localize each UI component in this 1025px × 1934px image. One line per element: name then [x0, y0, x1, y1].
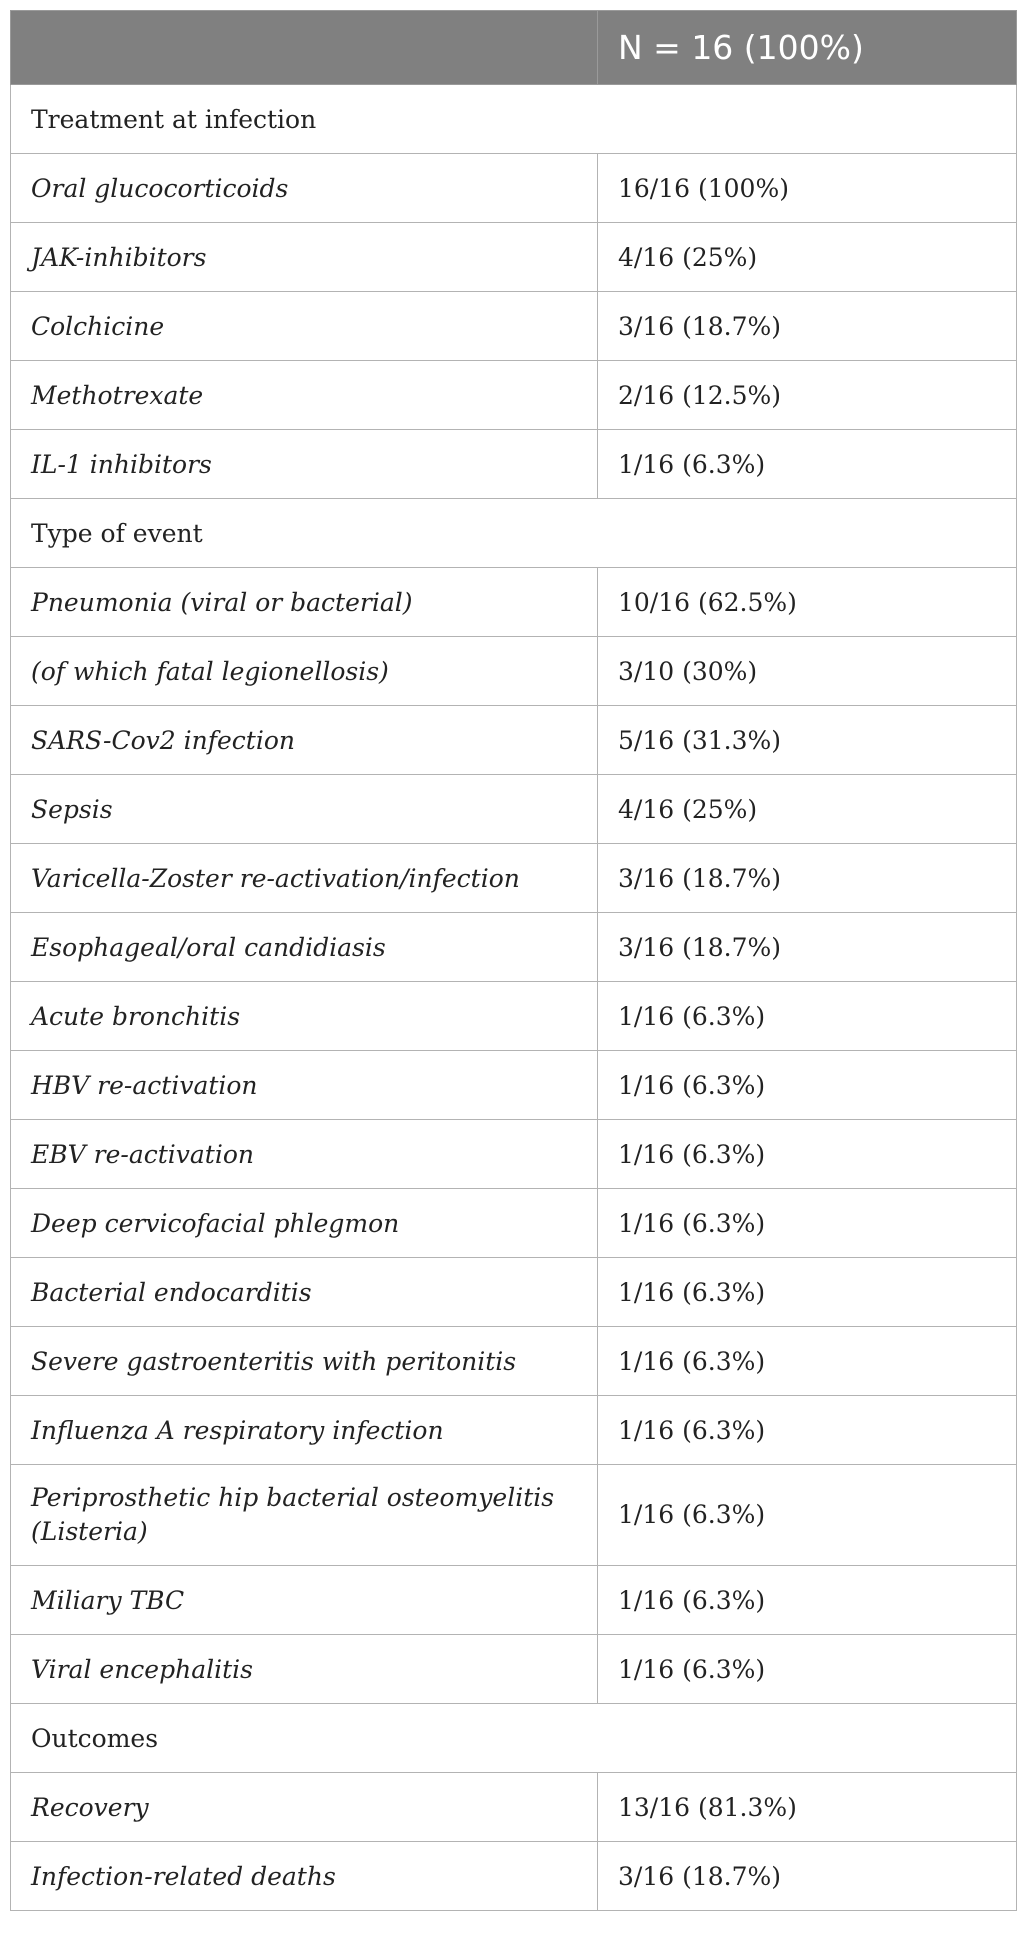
table-row — [11, 913, 1017, 982]
table-row — [11, 430, 1017, 499]
row-label: Severe gastroenteritis with peritonitis — [11, 1327, 598, 1396]
table-row — [11, 1327, 1017, 1396]
table-row — [11, 775, 1017, 844]
row-label: SARS-Cov2 infection — [11, 706, 598, 775]
table-row — [11, 1773, 1017, 1842]
row-label: Viral encephalitis — [11, 1635, 598, 1704]
table-row — [11, 1189, 1017, 1258]
infection-events-table — [10, 10, 1017, 1911]
row-value: 3/16 (18.7%) — [598, 292, 1017, 361]
table-row — [11, 1396, 1017, 1465]
row-label: Deep cervicofacial phlegmon — [11, 1189, 598, 1258]
table-row — [11, 292, 1017, 361]
header-empty-cell — [11, 11, 598, 85]
table-row — [11, 1051, 1017, 1120]
section-row — [11, 85, 1017, 154]
row-value: 1/16 (6.3%) — [598, 982, 1017, 1051]
table-row — [11, 154, 1017, 223]
row-label: Methotrexate — [11, 361, 598, 430]
table-row — [11, 1465, 1017, 1566]
table-row — [11, 1120, 1017, 1189]
row-value: 13/16 (81.3%) — [598, 1773, 1017, 1842]
section-row — [11, 499, 1017, 568]
row-label: Periprosthetic hip bacterial osteomyelitis (Listeria) — [11, 1465, 598, 1566]
row-value: 3/10 (30%) — [598, 637, 1017, 706]
row-label: Sepsis — [11, 775, 598, 844]
row-label: Varicella-Zoster re-activation/infection — [11, 844, 598, 913]
row-label: Esophageal/oral candidiasis — [11, 913, 598, 982]
row-label: Bacterial endocarditis — [11, 1258, 598, 1327]
row-value: 3/16 (18.7%) — [598, 913, 1017, 982]
row-label: Colchicine — [11, 292, 598, 361]
section-title-treatment: Treatment at infection — [11, 85, 1017, 154]
row-label: Acute bronchitis — [11, 982, 598, 1051]
row-value: 1/16 (6.3%) — [598, 1396, 1017, 1465]
section-title-type-of-event: Type of event — [11, 499, 1017, 568]
section-title-outcomes: Outcomes — [11, 1704, 1017, 1773]
row-value: 1/16 (6.3%) — [598, 1189, 1017, 1258]
table-row — [11, 223, 1017, 292]
row-label: Influenza A respiratory infection — [11, 1396, 598, 1465]
row-value: 4/16 (25%) — [598, 223, 1017, 292]
row-value: 1/16 (6.3%) — [598, 1258, 1017, 1327]
row-label: HBV re-activation — [11, 1051, 598, 1120]
row-label: IL-1 inhibitors — [11, 430, 598, 499]
row-value: 1/16 (6.3%) — [598, 1635, 1017, 1704]
row-label: (of which fatal legionellosis) — [11, 637, 598, 706]
table-row — [11, 1635, 1017, 1704]
table-row — [11, 706, 1017, 775]
row-label: Miliary TBC — [11, 1566, 598, 1635]
row-label: Pneumonia (viral or bacterial) — [11, 568, 598, 637]
section-row — [11, 1704, 1017, 1773]
row-label: JAK-inhibitors — [11, 223, 598, 292]
row-value: 5/16 (31.3%) — [598, 706, 1017, 775]
infection-events-table-container — [10, 10, 1016, 1911]
table-row — [11, 361, 1017, 430]
row-label: EBV re-activation — [11, 1120, 598, 1189]
table-row — [11, 982, 1017, 1051]
row-value: 4/16 (25%) — [598, 775, 1017, 844]
row-label: Recovery — [11, 1773, 598, 1842]
row-label: Oral glucocorticoids — [11, 154, 598, 223]
table-row — [11, 844, 1017, 913]
row-value: 1/16 (6.3%) — [598, 1120, 1017, 1189]
row-value: 1/16 (6.3%) — [598, 430, 1017, 499]
row-value: 1/16 (6.3%) — [598, 1051, 1017, 1120]
row-value: 1/16 (6.3%) — [598, 1566, 1017, 1635]
header-count-cell: N = 16 (100%) — [598, 11, 1017, 85]
table-row — [11, 1566, 1017, 1635]
row-value: 16/16 (100%) — [598, 154, 1017, 223]
row-value: 3/16 (18.7%) — [598, 1842, 1017, 1911]
table-row — [11, 1842, 1017, 1911]
row-value: 1/16 (6.3%) — [598, 1465, 1017, 1566]
row-value: 3/16 (18.7%) — [598, 844, 1017, 913]
row-value: 2/16 (12.5%) — [598, 361, 1017, 430]
table-row — [11, 637, 1017, 706]
table-row — [11, 568, 1017, 637]
table-row — [11, 1258, 1017, 1327]
row-value: 10/16 (62.5%) — [598, 568, 1017, 637]
row-label: Infection-related deaths — [11, 1842, 598, 1911]
table-header-row — [11, 11, 1017, 85]
row-value: 1/16 (6.3%) — [598, 1327, 1017, 1396]
